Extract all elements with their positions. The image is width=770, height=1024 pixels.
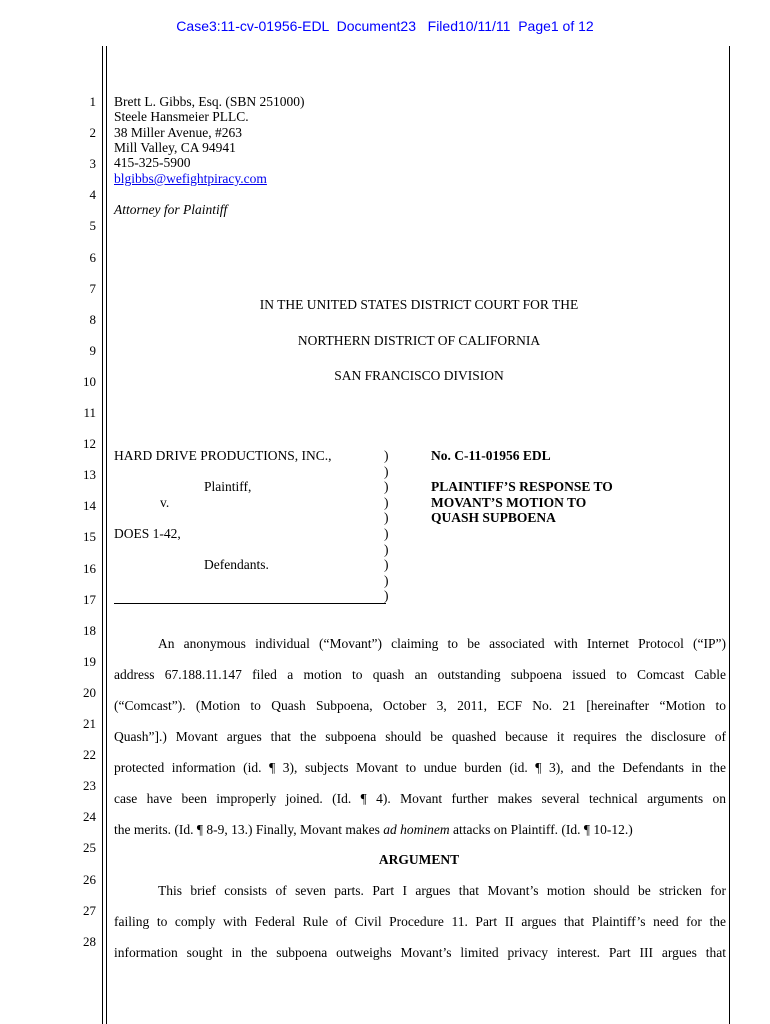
right-margin-rule bbox=[729, 46, 730, 1024]
line-number: 4 bbox=[89, 187, 96, 203]
argument-line: failing to comply with Federal Rule of Civil Procedure 11. Part II argues that Plaintiff’s need for the bbox=[114, 914, 726, 929]
line-number: 21 bbox=[83, 716, 96, 731]
line-number: 1 bbox=[89, 94, 96, 109]
line-number: 19 bbox=[83, 653, 96, 669]
line-number: 10 bbox=[83, 373, 96, 389]
intro-line: case have been improperly joined. (Id. ¶ 4). Movant further makes several technical arguments on bbox=[114, 791, 726, 806]
attorney-name: Brett L. Gibbs, Esq. (SBN 251000) bbox=[114, 94, 305, 109]
line-number: 16 bbox=[83, 560, 96, 576]
attorney-phone: 415-325-5900 bbox=[114, 155, 191, 170]
intro-line: (“Comcast”). (Motion to Quash Subpoena, October 3, 2011, ECF No. 21 [hereinafter “Motion to bbox=[114, 698, 726, 713]
line-number: 3 bbox=[89, 156, 96, 172]
attorney-email-link[interactable]: blgibbs@wefightpiracy.com bbox=[114, 171, 267, 186]
intro-line: Quash”].) Movant argues that the subpoena should be quashed because it requires the disclosure of bbox=[114, 729, 726, 744]
left-margin-rule-outer bbox=[102, 46, 103, 1024]
line-number: 11 bbox=[83, 405, 96, 420]
caption-defendant: DOES 1-42, bbox=[114, 526, 181, 541]
line-number: 17 bbox=[83, 591, 96, 607]
document-title-line1: PLAINTIFF’S RESPONSE TO bbox=[431, 479, 613, 494]
intro-line: protected information (id. ¶ 3), subjects Movant to undue burden (id. ¶ 3), and the Defendants in the bbox=[114, 760, 726, 775]
line-number: 14 bbox=[83, 498, 96, 514]
line-number: 26 bbox=[83, 871, 96, 887]
line-number: 7 bbox=[89, 280, 96, 296]
court-title-line3: SAN FRANCISCO DIVISION bbox=[334, 368, 504, 383]
caption-underline bbox=[114, 603, 386, 604]
line-number: 25 bbox=[83, 840, 96, 856]
line-number: 28 bbox=[83, 933, 96, 949]
court-title-line1: IN THE UNITED STATES DISTRICT COURT FOR THE bbox=[259, 297, 579, 312]
caption-parentheses: ) ) ) ) ) ) ) ) ) ) bbox=[384, 448, 389, 604]
attorney-role: Attorney for Plaintiff bbox=[114, 202, 228, 217]
line-number: 9 bbox=[89, 342, 96, 358]
intro-line: An anonymous individual (“Movant”) claiming to be associated with Internet Protocol (“IP”) bbox=[158, 636, 726, 651]
case-number: No. C-11-01956 EDL bbox=[431, 448, 551, 463]
line-number: 20 bbox=[83, 684, 96, 700]
line-number: 8 bbox=[89, 311, 96, 327]
caption-versus: v. bbox=[160, 495, 170, 510]
attorney-city: Mill Valley, CA 94941 bbox=[114, 140, 236, 155]
intro-last-pre: the merits. (Id. ¶ 8-9, 13.) Finally, Movant makes bbox=[114, 822, 384, 837]
argument-line: This brief consists of seven parts. Part I argues that Movant’s motion should be stricken for bbox=[158, 883, 726, 898]
line-number: 12 bbox=[83, 436, 96, 452]
line-number: 23 bbox=[83, 778, 96, 794]
attorney-street: 38 Miller Avenue, #263 bbox=[114, 125, 242, 140]
caption-plaintiff-role: Plaintiff, bbox=[204, 479, 252, 494]
attorney-firm: Steele Hansmeier PLLC. bbox=[114, 109, 249, 124]
line-number: 18 bbox=[83, 622, 96, 638]
document-title-line3: QUASH SUPBOENA bbox=[431, 510, 556, 525]
intro-line-last bbox=[114, 822, 726, 838]
caption-plaintiff: HARD DRIVE PRODUCTIONS, INC., bbox=[114, 448, 332, 463]
argument-line: information sought in the subpoena outweighs Movant’s limited privacy interest. Part III argues that bbox=[114, 945, 726, 960]
line-number: 22 bbox=[83, 747, 96, 763]
line-number: 15 bbox=[83, 529, 96, 545]
document-title-line2: MOVANT’S MOTION TO bbox=[431, 495, 587, 510]
line-number: 27 bbox=[83, 902, 96, 918]
line-number: 5 bbox=[89, 218, 96, 234]
intro-last-post: attacks on Plaintiff. (Id. ¶ 10-12.) bbox=[449, 822, 633, 837]
line-number: 13 bbox=[83, 467, 96, 483]
argument-heading: ARGUMENT bbox=[378, 852, 460, 867]
caption-defendant-role: Defendants. bbox=[204, 557, 269, 572]
case-header: Case3:11-cv-01956-EDL Document23 Filed10/11/11 Page1 of 12 bbox=[176, 18, 594, 34]
line-number: 24 bbox=[83, 809, 96, 825]
court-title-line2: NORTHERN DISTRICT OF CALIFORNIA bbox=[297, 333, 541, 348]
left-margin-rule-inner bbox=[106, 46, 107, 1024]
intro-line: address 67.188.11.147 filed a motion to quash an outstanding subpoena issued to Comcast Cable bbox=[114, 667, 726, 682]
line-number: 2 bbox=[89, 125, 96, 141]
intro-last-italic: ad hominem bbox=[383, 822, 450, 837]
line-number: 6 bbox=[89, 249, 96, 265]
